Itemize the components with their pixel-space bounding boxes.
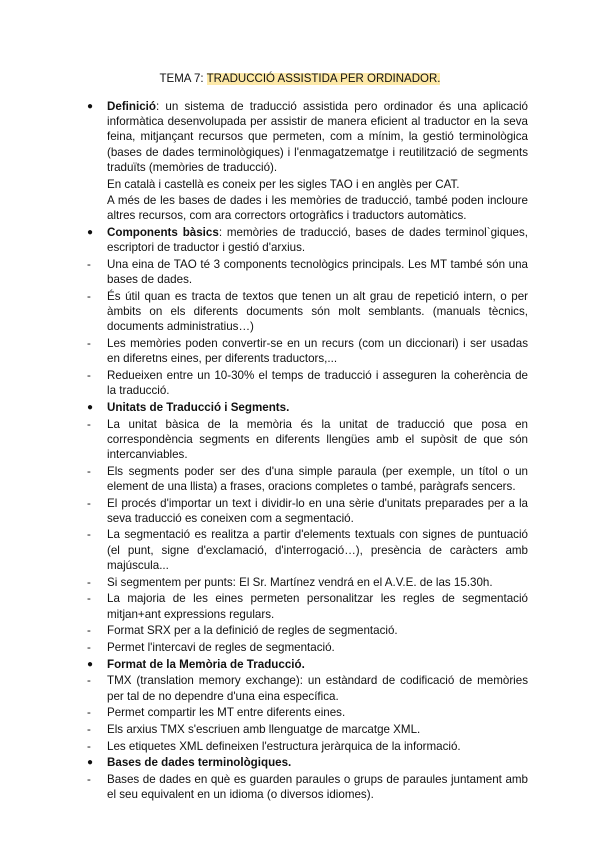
dash-item <box>85 289 528 335</box>
dash-marker-icon: - <box>87 592 91 606</box>
item-heading: Definició <box>107 100 156 113</box>
dash-marker-icon: - <box>87 640 91 654</box>
item-body: La unitat bàsica de la memòria és la unitat de traducció que posa en correspondència segments en diferents llengües amb el supòsit de que són intercanviables. <box>107 417 528 461</box>
item-body: : memòries de traducció, bases de dades terminol`giques, escriptori de traductor i gestió d'arxius. <box>107 226 528 255</box>
dash-item <box>85 623 528 638</box>
bullet-item <box>85 225 528 255</box>
item-body: Les memòries poden convertir-se en un recurs (com un diccionari) i ser usadas en diferetns eines, per diferents traductors,... <box>107 337 528 366</box>
continuation-paragraph <box>85 193 528 223</box>
item-body: És útil quan es tracta de textos que tenen un alt grau de repetició intern, o per àmbits on els diferents documents són molt semblants. (manuals tècnics, documents administratius…) <box>107 289 528 334</box>
item-text <box>107 400 528 415</box>
title-highlight: TRADUCCIÓ ASSISTIDA PER ORDINADOR. <box>206 73 441 85</box>
item-body: La majoria de les eines permeten personalitzar les regles de segmentació mitjan+ant expressions regulars. <box>107 592 528 621</box>
item-text <box>107 464 528 494</box>
item-body: Redueixen entre un 10-30% el temps de traducció i asseguren la coherència de la traducció. <box>107 368 528 398</box>
item-text <box>107 755 528 770</box>
dash-item <box>85 257 528 287</box>
title-prefix: TEMA 7: <box>159 73 207 85</box>
item-body: Permet l'intercavi de regles de segmentació. <box>107 640 335 654</box>
bullet-marker-icon: ● <box>87 401 94 413</box>
dash-marker-icon: - <box>87 739 91 753</box>
item-body: Els segments poder ser des d'una simple paraula (per exemple, un títol o un element de una llista) a frases, oracions completes o també, paràgrafs sencers. <box>107 464 528 493</box>
item-text <box>107 177 528 192</box>
dash-marker-icon: - <box>87 496 91 510</box>
item-text <box>107 336 528 366</box>
item-body: Les etiquetes XML defineixen l'estructura jeràrquica de la informació. <box>107 739 461 753</box>
dash-item <box>85 673 528 703</box>
bullet-marker-icon: ● <box>87 757 94 769</box>
bullet-marker-icon: ● <box>87 658 94 670</box>
item-text <box>107 623 528 638</box>
item-body: Una eina de TAO té 3 components tecnològics principals. Les MT també són una bases de dades. <box>107 258 528 287</box>
item-body: Els arxius TMX s'escriuen amb llenguatge de marcatge XML. <box>107 722 421 736</box>
item-body: : un sistema de traducció assistida pero ordinador és una aplicació informàtica desenvolupada per assistir de manera eficient al traductor en la seva feina, mitjançant recursos que permeten, com a mínim, la gestió terminològica (bases de dades terminològiques) i l'enmagatzematge i reutilització de segments traduïts (memòries de traducció). <box>107 100 528 174</box>
dash-marker-icon: - <box>87 575 91 589</box>
dash-marker-icon: - <box>87 624 91 638</box>
dash-item <box>85 705 528 720</box>
item-text <box>107 368 528 398</box>
dash-item <box>85 575 528 590</box>
bullet-marker-icon: ● <box>87 227 94 239</box>
item-text <box>107 496 528 526</box>
dash-marker-icon: - <box>87 674 91 688</box>
dash-item <box>85 368 528 398</box>
bullet-item <box>85 99 528 175</box>
item-heading: Bases de dades terminològiques. <box>107 756 292 770</box>
item-body: Permet compartir les MT entre diferents eines. <box>107 706 346 720</box>
dash-item <box>85 496 528 526</box>
item-heading: Unitats de Traducció i Segments. <box>107 400 290 414</box>
item-text <box>107 99 528 175</box>
item-body: Format SRX per a la definició de regles de segmentació. <box>107 624 398 638</box>
item-text <box>107 225 528 255</box>
continuation-paragraph <box>85 177 528 192</box>
dash-marker-icon: - <box>87 722 91 736</box>
bullet-item <box>85 400 528 415</box>
dash-marker-icon: - <box>87 258 91 272</box>
dash-marker-icon: - <box>87 706 91 720</box>
dash-marker-icon: - <box>87 368 91 382</box>
item-text <box>107 575 528 590</box>
dash-marker-icon: - <box>87 464 91 478</box>
item-text <box>107 289 528 335</box>
bullet-item <box>85 755 528 770</box>
dash-item <box>85 336 528 366</box>
dash-marker-icon: - <box>87 337 91 351</box>
item-body: Si segmentem per punts: El Sr. Martínez vendrá en el A.V.E. de las 15.30h. <box>107 575 493 589</box>
item-text <box>107 257 528 287</box>
document-title <box>0 71 600 87</box>
document-body <box>85 99 528 804</box>
item-heading: Format de la Memòria de Traducció. <box>107 657 305 671</box>
item-text <box>107 591 528 621</box>
item-body: A més de les bases de dades i les memòries de traducció, també poden incloure altres recursos, com ara correctors ortogràfics i traductors automàtics. <box>107 194 528 223</box>
dash-marker-icon: - <box>87 773 91 787</box>
item-heading: Components bàsics <box>107 226 219 240</box>
dash-marker-icon: - <box>87 289 91 303</box>
item-body: Bases de dades en què es guarden paraules o grups de paraules juntament amb el seu equivalent en un idioma (o diversos idiomes). <box>107 773 528 802</box>
dash-item <box>85 772 528 802</box>
item-text <box>107 705 528 720</box>
item-text <box>107 527 528 573</box>
item-body: El procés d'importar un text i dividir-lo en una sèrie d'unitats preparades per a la seva traducció es coneixen com a segmentació. <box>107 496 528 525</box>
bullet-marker-icon: ● <box>87 101 94 112</box>
dash-item <box>85 464 528 494</box>
item-body: TMX (translation memory exchange): un estàndard de codificació de memòries per tal de no dependre d'una eina específica. <box>107 674 528 703</box>
dash-marker-icon: - <box>87 417 91 431</box>
dash-item <box>85 527 528 573</box>
dash-item <box>85 591 528 621</box>
dash-item <box>85 722 528 737</box>
dash-item <box>85 739 528 754</box>
dash-item <box>85 417 528 463</box>
bullet-item <box>85 657 528 672</box>
item-text <box>107 640 528 655</box>
item-body: La segmentació es realitza a partir d'elements textuals con signes de puntuació (el punt, signe d'exclamació, d'interrogació…), presència de caràcters amb majúscula... <box>107 528 528 572</box>
dash-item <box>85 640 528 655</box>
item-text <box>107 193 528 223</box>
item-text <box>107 722 528 737</box>
item-text <box>107 739 528 754</box>
item-text <box>107 772 528 802</box>
item-body: En català i castellà es coneix per les sigles TAO i en anglès per CAT. <box>107 177 460 191</box>
item-text <box>107 673 528 703</box>
item-text <box>107 657 528 672</box>
item-text <box>107 417 528 463</box>
dash-marker-icon: - <box>87 528 91 542</box>
